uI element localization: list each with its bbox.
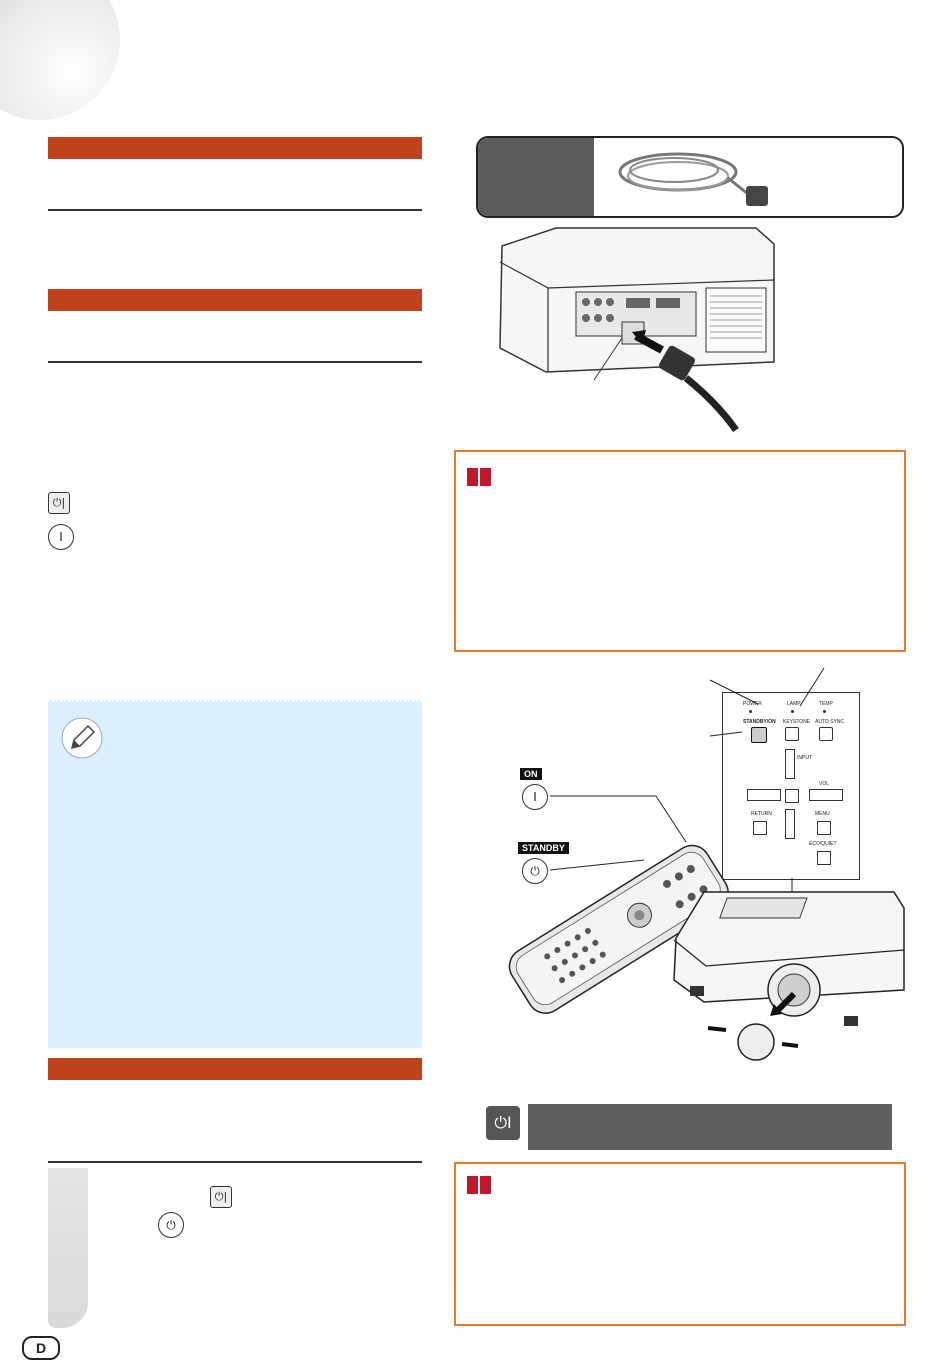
remote-and-projector-illustration bbox=[494, 780, 914, 1070]
power-cord-illustration bbox=[608, 142, 788, 212]
power-indicator-label: POWER bbox=[743, 701, 762, 707]
return-label: RETURN bbox=[751, 811, 772, 817]
menu-label: MENU bbox=[815, 811, 830, 817]
section-bar-1 bbox=[48, 137, 422, 159]
auto-sync-label: AUTO SYNC bbox=[815, 719, 845, 725]
standby-on-button-icon: ⏻| bbox=[48, 492, 70, 514]
divider-1 bbox=[48, 209, 422, 211]
divider-3 bbox=[48, 1161, 422, 1163]
divider-2 bbox=[48, 361, 422, 363]
page-badge: D bbox=[22, 1336, 60, 1360]
up-button[interactable] bbox=[785, 749, 795, 779]
remote-standby-button-callout: ⏻ bbox=[522, 858, 548, 884]
info-box-1 bbox=[454, 450, 906, 652]
eco-quiet-label: ECO/QUIET bbox=[809, 841, 837, 847]
gray-banner bbox=[528, 1104, 892, 1150]
standby-label: STANDBY bbox=[518, 842, 569, 854]
info-box-2 bbox=[454, 1162, 906, 1326]
projector-rear-illustration bbox=[486, 222, 786, 442]
lamp-indicator-label: LAMP bbox=[787, 701, 801, 707]
accessory-box bbox=[476, 136, 904, 218]
callout-lines bbox=[700, 660, 850, 750]
keystone-label: KEYSTONE bbox=[783, 719, 811, 725]
standby-button-icon: ⏻ bbox=[158, 1212, 184, 1238]
corner-decoration bbox=[0, 0, 120, 120]
book-icon bbox=[466, 1174, 492, 1196]
vol-label: VOL bbox=[819, 781, 830, 787]
note-box bbox=[48, 700, 422, 1048]
remote-on-button-callout: I bbox=[522, 784, 548, 810]
on-label: ON bbox=[520, 768, 542, 780]
step-strip bbox=[48, 1168, 88, 1328]
on-button-icon: I bbox=[48, 524, 74, 550]
book-icon bbox=[466, 466, 492, 488]
pencil-note-icon bbox=[60, 716, 104, 760]
power-standby-icon: ⏻I bbox=[486, 1106, 520, 1140]
temp-indicator-label: TEMP bbox=[819, 701, 833, 707]
accessory-label-panel bbox=[478, 138, 594, 216]
standby-on-label: STANDBY/ON bbox=[743, 719, 776, 725]
input-label: INPUT bbox=[797, 755, 812, 761]
section-bar-2 bbox=[48, 289, 422, 311]
section-bar-3 bbox=[48, 1058, 422, 1080]
standby-on-button-icon: ⏻| bbox=[210, 1186, 232, 1208]
